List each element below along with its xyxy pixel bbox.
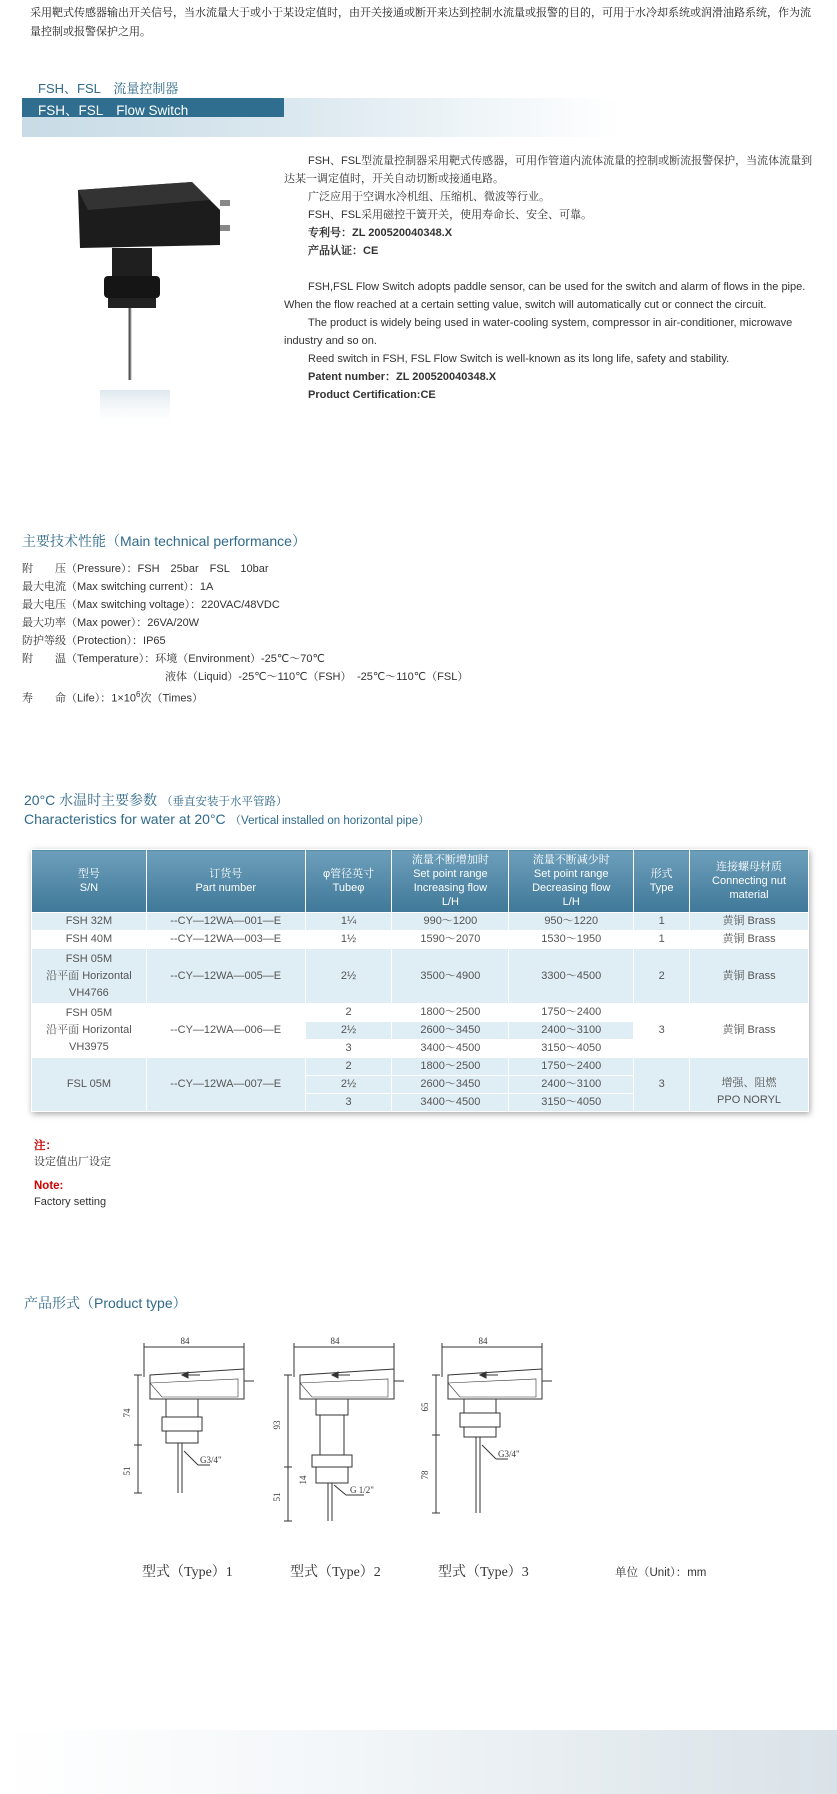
type-1-label: 型式（Type）1 [142, 1565, 233, 1580]
characteristics-title-en [24, 811, 430, 828]
characteristics-title-cn [24, 790, 288, 810]
d1-h2: 51 [122, 1466, 132, 1476]
diagram-type-2 [284, 1343, 404, 1521]
table-row: FSL 05M --CY—12WA—007—E 2 1800～2500 1750～2400 3 增强、阻燃 PPO NORYL [32, 1058, 809, 1076]
desc-cn-cert: 产品认证：CE [308, 245, 379, 257]
d1-h1: 74 [122, 1408, 132, 1418]
spec-life-suffix: 次（Times） [140, 692, 204, 705]
desc-en-cert: Product Certification:CE [308, 389, 436, 401]
desc-cn-p1: FSH、FSL型流量控制器采用靶式传感器，可用作管道内流体流量的控制或断流报警保护，当流体流量到达某一调定值时，开关自动切断或接通电路。 [284, 155, 813, 185]
d2-width: 84 [330, 1336, 340, 1346]
diagram-type-1 [134, 1343, 254, 1493]
spec-temperature: 附 温（Temperature）：环境（Environment）-25℃～70℃ [22, 653, 325, 665]
desc-cn-patent: 专利号：ZL 200520040348.X [308, 227, 453, 239]
note-text-cn: 设定值出厂设定 [34, 1156, 111, 1168]
d3-thread: G3/4" [498, 1449, 520, 1459]
d3-h1: 65 [420, 1402, 430, 1412]
th-decreasing: 流量不断减少时 Set point range Decreasing flow L/H [509, 850, 634, 913]
table-row: 3 3400～4500 3150～4050 [32, 1040, 809, 1058]
table-row: 2½ 2600～3450 2400～3100 [32, 1022, 809, 1040]
th-tube: φ管径英寸 Tubeφ [305, 850, 392, 913]
table-row: FSH 40M --CY—12WA—003—E 1½ 1590～2070 1530～1950 1 黄铜 Brass [32, 931, 809, 949]
spec-life [22, 686, 468, 708]
d2-h1: 93 [272, 1420, 282, 1430]
note-text-en: Factory setting [34, 1196, 107, 1208]
product-description [284, 152, 819, 404]
section-title-cn: FSH、FSL 流量控制器 [38, 81, 179, 96]
type-2-label: 型式（Type）2 [290, 1565, 381, 1580]
spec-voltage: 最大电压（Max switching voltage）：220VAC/48VDC [22, 599, 280, 611]
spec-life-sup: 6 [136, 690, 141, 699]
desc-cn-p2: 广泛应用于空调水冷机组、压缩机、微波等行业。 [308, 191, 550, 203]
d2-h2: 51 [272, 1492, 282, 1502]
d1-width: 84 [180, 1336, 190, 1346]
desc-en-p3: Reed switch in FSH, FSL Flow Switch is well-known as its long life, safety and stability. [308, 353, 730, 365]
spec-temperature-liquid: 液体（Liquid）-25℃～110℃（FSH） -25℃～110℃（FSL） [22, 671, 469, 683]
table-header-row [32, 850, 809, 913]
bottom-decoration [0, 1730, 837, 1794]
d2-h3: 14 [298, 1475, 308, 1485]
specs-list [22, 560, 468, 708]
spec-life-prefix: 寿 命（Life）：1×10 [22, 692, 137, 705]
spec-pressure: 附 压（Pressure）：FSH 25bar FSL 10bar [22, 563, 269, 575]
th-type: 形式 Type [634, 850, 690, 913]
note-label-en: Note: [34, 1180, 64, 1192]
th-material: 连接螺母材质 Connecting nut material [690, 850, 809, 913]
spec-power: 最大功率（Max power）：26VA/20W [22, 617, 200, 629]
diagram-type-3 [432, 1343, 552, 1513]
table-row: FSH 05M 沿平面 Horizontal VH4766 --CY—12WA—005—E 2½ 3500～4900 3300～4500 2 黄铜 Brass [32, 949, 809, 1004]
intro-text: 采用靶式传感器输出开关信号，当水流量大于或小于某设定值时，由开关接通或断开来达到控制水流量或报警的目的，可用于水冷却系统或润滑油路系统，作为流量控制或报警保护之用。 [30, 7, 811, 38]
product-type-diagrams [110, 1335, 570, 1585]
table-row: 2½ 2600～3450 2400～3100 [32, 1076, 809, 1094]
char-title-cn: 20°C 水温时主要参数 [24, 792, 158, 808]
th-increasing: 流量不断增加时 Set point range Increasing flow L/H [392, 850, 509, 913]
desc-en-p2: The product is widely being used in water-cooling system, compressor in air-conditioner, microwave industry and so on. [284, 317, 793, 347]
table-row: 3 3400～4500 3150～4050 [32, 1094, 809, 1112]
note-label-cn: 注： [34, 1140, 57, 1152]
table-row: FSH 05M 沿平面 Horizontal VH3975 --CY—12WA—006—E 2 1800～2500 1750～2400 3 黄铜 Brass [32, 1004, 809, 1022]
d3-width: 84 [478, 1336, 488, 1346]
characteristics-table-wrap [31, 849, 809, 1112]
th-part: 订货号 Part number [146, 850, 305, 913]
specs-title: 主要技术性能（Main technical performance） [22, 533, 306, 549]
table-row: FSH 32M --CY—12WA—001—E 1¼ 990～1200 950～1220 1 黄铜 Brass [32, 913, 809, 931]
d2-thread: G 1/2" [350, 1485, 374, 1495]
product-type-title: 产品形式（Product type） [24, 1295, 187, 1311]
section-title-en: FSH、FSL Flow Switch [38, 103, 189, 118]
char-title-en: Characteristics for water at 20°C [24, 811, 226, 827]
desc-en-p1: FSH,FSL Flow Switch adopts paddle sensor, can be used for the switch and alarm of flows in the pipe. When the flow reached at a certain setting value, switch will automatically cut or connect the circuit. [284, 281, 806, 311]
desc-cn-p3: FSH、FSL采用磁控干簧开关，使用寿命长、安全、可靠。 [308, 209, 593, 221]
d1-thread: G3/4" [200, 1455, 222, 1465]
flow-switch-product-image [60, 170, 260, 460]
unit-label: 单位（Unit）：mm [615, 1567, 707, 1579]
char-title-en-note: （Vertical installed on horizontal pipe） [229, 815, 430, 827]
type-3-label: 型式（Type）3 [438, 1565, 529, 1580]
char-title-cn-note: （垂直安装于水平管路） [161, 796, 288, 808]
d3-h2: 78 [420, 1470, 430, 1480]
characteristics-table [31, 849, 809, 1112]
spec-current: 最大电流（Max switching current）：1A [22, 581, 214, 593]
desc-en-patent: Patent number：ZL 200520040348.X [308, 371, 497, 383]
th-sn: 型号 S/N [32, 850, 147, 913]
spec-protection: 防护等级（Protection）：IP65 [22, 635, 166, 647]
